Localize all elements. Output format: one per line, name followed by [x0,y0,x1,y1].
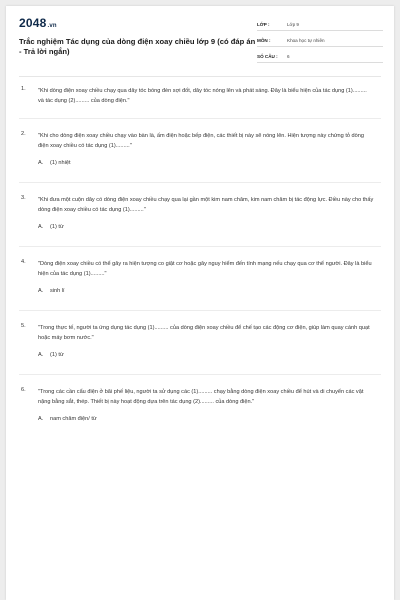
answer-option[interactable] [38,288,374,298]
logo-main: 2048 [19,16,47,30]
answer-option[interactable] [38,416,374,426]
question-text: "Trong các cần cẩu điện ở bãi phế liệu, người ta sử dụng các (1)......... chạy bằng dòng điện xoay chiều để hút và di chuyển các vật nặng bằng sắt, thép. Thiết bị này hoạt động dựa trên tác dụng (2)......... của dòng điện." [38,389,364,405]
question-item [6,259,394,298]
answer-letter: A. [38,224,44,230]
meta-label: LỚP : [257,21,270,27]
answer-option[interactable] [38,160,374,170]
question-text: "Trong thực tế, người ta ứng dụng tác dụng (1)......... của dòng điện xoay chiều để chế tạo các động cơ điện, giúp làm quay cánh quạt hoặc máy bơm nước." [38,325,370,341]
answer-letter: A. [38,352,44,358]
question-item [6,131,394,170]
answer-text: (1) nhiệt [50,160,71,166]
question-divider [19,310,381,311]
answer-text: nam châm điện/ từ [50,416,97,422]
answer-letter: A. [38,160,44,166]
meta-table [257,18,383,66]
question-item [6,387,394,426]
meta-row-grade [257,18,383,31]
question-item [6,195,394,234]
question-number: 4. [21,259,26,265]
meta-label: MÔN : [257,37,271,43]
answer-text: (1) từ [50,224,64,230]
question-number: 5. [21,323,26,329]
document-page [6,6,394,600]
site-logo[interactable] [19,16,57,30]
question-divider [19,182,381,183]
meta-row-subject [257,34,383,47]
meta-row-count [257,50,383,63]
header-divider [19,76,381,77]
document-header [6,6,394,70]
question-text: "Khi cho dòng điện xoay chiều chạy vào bàn là, ấm điện hoặc bếp điện, các thiết bị này sẽ nóng lên. Hiện tượng này chứng tỏ dòng điện xoay chiều có tác dụng (1)........." [38,133,364,149]
question-divider [19,246,381,247]
answer-option[interactable] [38,224,374,234]
answer-text: sinh lí [50,288,65,294]
question-list [6,86,394,426]
question-text: "Khi đưa một cuộn dây có dòng điện xoay chiều chạy qua lại gần một kim nam châm, kim nam châm bị tác động lực. Điều này cho thấy dòng điện xoay chiều có tác dụng (1)........." [38,197,374,213]
meta-label: SỐ CÂU : [257,53,278,59]
question-divider [19,374,381,375]
answer-letter: A. [38,288,44,294]
question-item [6,86,394,106]
meta-value: Lớp 9 [287,21,299,27]
logo-sub: .vn [47,23,57,29]
question-divider [19,118,381,119]
answer-option[interactable] [38,352,374,362]
question-number: 6. [21,387,26,393]
question-number: 2. [21,131,26,137]
answer-text: (1) từ [50,352,64,358]
question-text: "Khi dòng điện xoay chiều chạy qua dây tóc bóng đèn sợi đốt, dây tóc nóng lên và phát sáng. Đây là biểu hiện của tác dụng (1)......... và tác dụng (2)......... của dòng điện." [38,88,367,104]
question-item [6,323,394,362]
meta-value: Khoa học tự nhiên [287,37,325,43]
question-number: 1. [21,86,26,92]
meta-value: 6 [287,53,290,59]
page-title: Trắc nghiệm Tác dụng của dòng điện xoay chiều lớp 9 (có đáp án - Trả lời ngắn) [19,37,256,56]
question-number: 3. [21,195,26,201]
question-text: "Dòng điện xoay chiều có thể gây ra hiện tượng co giật cơ hoặc gây nguy hiểm đến tính mạng nếu chạy qua cơ thể người. Đây là biểu hiện của tác dụng (1)........." [38,261,372,277]
answer-letter: A. [38,416,44,422]
